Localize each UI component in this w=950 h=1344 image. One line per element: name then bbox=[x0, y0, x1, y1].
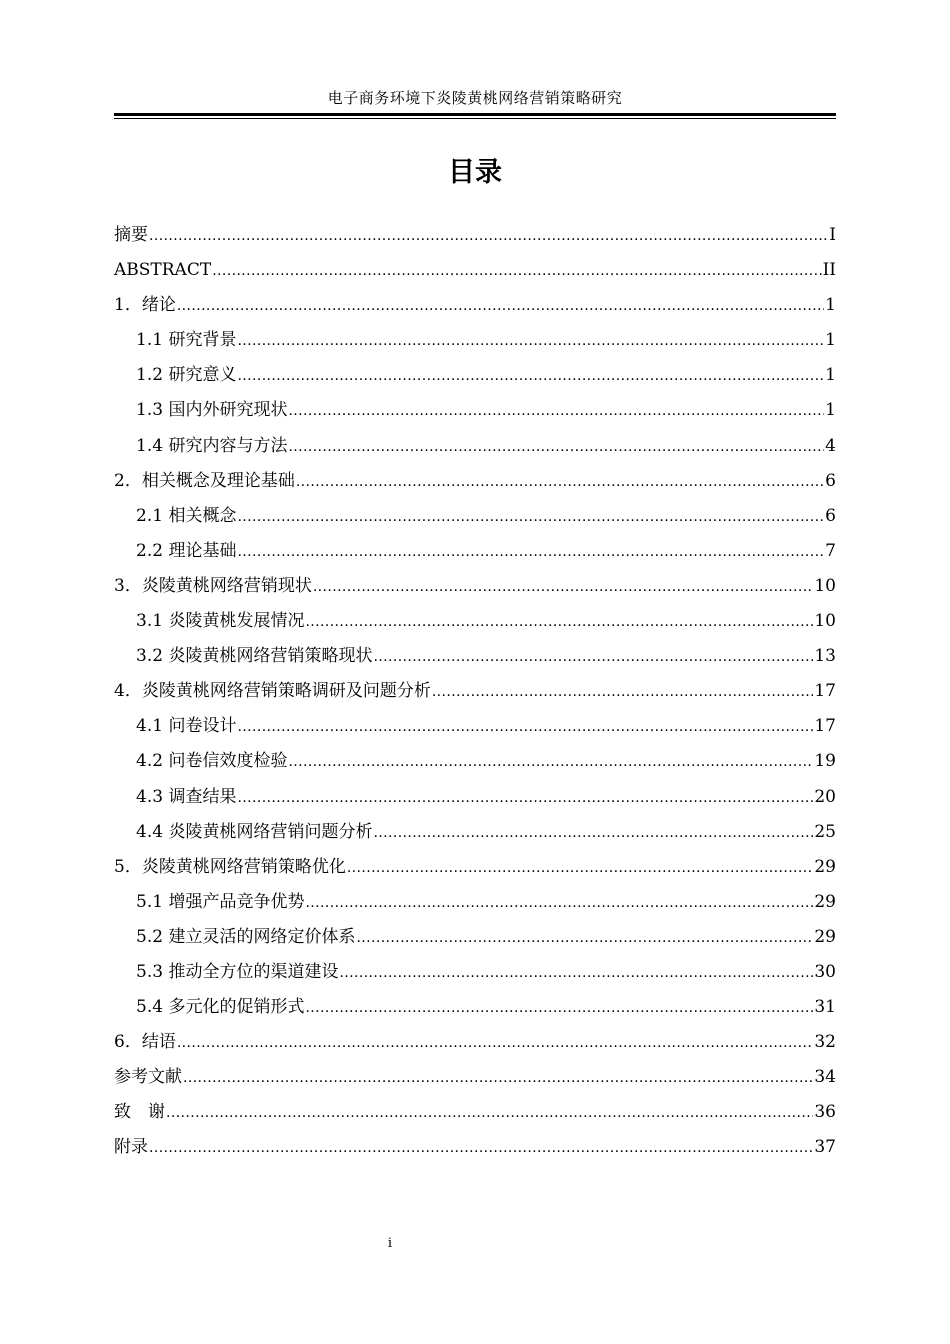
toc-entry-label: 5.2 建立灵活的网络定价体系 bbox=[136, 926, 356, 947]
toc-entry-label: 1.3 国内外研究现状 bbox=[136, 400, 288, 421]
toc-dot-leader bbox=[373, 816, 813, 851]
toc-entry-label: ABSTRACT bbox=[114, 260, 212, 281]
toc-entry-label: 5.4 多元化的促销形式 bbox=[136, 997, 305, 1018]
toc-entry[interactable] bbox=[114, 323, 836, 358]
toc-entry-page: 1 bbox=[825, 295, 836, 316]
toc-entry-page: 30 bbox=[814, 961, 836, 982]
toc-dot-leader bbox=[288, 430, 824, 465]
toc-entry[interactable] bbox=[114, 218, 836, 253]
toc-entry[interactable] bbox=[114, 744, 836, 779]
toc-entry-page: 7 bbox=[825, 540, 836, 561]
toc-entry-label: 6．结语 bbox=[114, 1032, 176, 1053]
toc-entry-page: 1 bbox=[825, 330, 836, 351]
toc-dot-leader bbox=[166, 1096, 813, 1131]
toc-entry[interactable] bbox=[114, 464, 836, 499]
toc-entry[interactable] bbox=[114, 499, 836, 534]
toc-dot-leader bbox=[432, 675, 814, 710]
toc-entry[interactable] bbox=[114, 604, 836, 639]
toc-dot-leader bbox=[212, 254, 821, 289]
toc-entry-label: 附录 bbox=[114, 1137, 148, 1158]
toc-entry-page: 13 bbox=[814, 646, 836, 667]
toc-entry-page: 6 bbox=[825, 505, 836, 526]
toc-entry-label: 1.1 研究背景 bbox=[136, 330, 237, 351]
toc-dot-leader bbox=[237, 535, 824, 570]
toc-entry-label: 3．炎陵黄桃网络营销现状 bbox=[114, 575, 312, 596]
toc-entry[interactable] bbox=[114, 393, 836, 428]
toc-entry-label: 5.3 推动全方位的渠道建设 bbox=[136, 961, 339, 982]
toc-entry-page: 36 bbox=[814, 1102, 836, 1123]
toc-entry[interactable] bbox=[114, 850, 836, 885]
toc-entry[interactable] bbox=[114, 569, 836, 604]
toc-dot-leader bbox=[237, 710, 813, 745]
toc-entry-page: 4 bbox=[825, 435, 836, 456]
header-rule-thick bbox=[114, 113, 836, 116]
toc-entry-page: 20 bbox=[814, 786, 836, 807]
toc-entry[interactable] bbox=[114, 288, 836, 323]
toc-dot-leader bbox=[296, 465, 824, 500]
toc-entry-label: 3.2 炎陵黄桃网络营销策略现状 bbox=[136, 646, 373, 667]
toc-entry[interactable] bbox=[114, 920, 836, 955]
toc-entry[interactable] bbox=[114, 429, 836, 464]
toc-dot-leader bbox=[149, 219, 828, 254]
toc-entry-page: 19 bbox=[814, 751, 836, 772]
toc-title: 目录 bbox=[448, 157, 502, 188]
toc-entry-label: 4.4 炎陵黄桃网络营销问题分析 bbox=[136, 821, 373, 842]
toc-entry-label: 参考文献 bbox=[114, 1067, 182, 1088]
toc-dot-leader bbox=[237, 359, 824, 394]
toc-dot-leader bbox=[313, 570, 814, 605]
table-of-contents bbox=[114, 218, 836, 1166]
toc-dot-leader bbox=[288, 394, 824, 429]
toc-entry[interactable] bbox=[114, 885, 836, 920]
toc-entry-page: 31 bbox=[814, 997, 836, 1018]
toc-entry[interactable] bbox=[114, 674, 836, 709]
toc-dot-leader bbox=[373, 640, 813, 675]
toc-dot-leader bbox=[183, 1061, 813, 1096]
toc-entry-page: 10 bbox=[814, 611, 836, 632]
toc-entry[interactable] bbox=[114, 1130, 836, 1165]
toc-dot-leader bbox=[237, 324, 824, 359]
toc-entry[interactable] bbox=[114, 780, 836, 815]
toc-entry[interactable] bbox=[114, 815, 836, 850]
toc-entry[interactable] bbox=[114, 709, 836, 744]
toc-entry-label: 4.1 问卷设计 bbox=[136, 716, 237, 737]
toc-dot-leader bbox=[149, 1131, 813, 1166]
toc-entry-label: 致 谢 bbox=[114, 1102, 165, 1123]
toc-entry-label: 2．相关概念及理论基础 bbox=[114, 470, 295, 491]
toc-dot-leader bbox=[237, 781, 813, 816]
toc-entry-page: 1 bbox=[825, 400, 836, 421]
toc-entry-label: 1.4 研究内容与方法 bbox=[136, 435, 288, 456]
toc-entry-label: 3.1 炎陵黄桃发展情况 bbox=[136, 611, 305, 632]
toc-entry-page: 17 bbox=[814, 716, 836, 737]
toc-entry-page: 1 bbox=[825, 365, 836, 386]
toc-dot-leader bbox=[288, 745, 813, 780]
toc-entry[interactable] bbox=[114, 1025, 836, 1060]
toc-entry-page: 34 bbox=[814, 1067, 836, 1088]
toc-dot-leader bbox=[339, 956, 813, 991]
page-number: i bbox=[387, 1236, 393, 1251]
toc-entry[interactable] bbox=[114, 639, 836, 674]
running-header: 电子商务环境下炎陵黄桃网络营销策略研究 bbox=[327, 89, 623, 107]
toc-entry-label: 4．炎陵黄桃网络营销策略调研及问题分析 bbox=[114, 681, 431, 702]
toc-entry-page: I bbox=[829, 225, 836, 245]
toc-entry[interactable] bbox=[114, 534, 836, 569]
toc-entry-label: 1．绪论 bbox=[114, 295, 176, 316]
toc-entry-page: 10 bbox=[814, 575, 836, 596]
toc-entry[interactable] bbox=[114, 253, 836, 288]
toc-entry-label: 5．炎陵黄桃网络营销策略优化 bbox=[114, 856, 346, 877]
toc-entry-label: 4.3 调查结果 bbox=[136, 786, 237, 807]
toc-dot-leader bbox=[305, 991, 813, 1026]
toc-entry[interactable] bbox=[114, 1060, 836, 1095]
header-rule-thin bbox=[114, 118, 836, 119]
toc-dot-leader bbox=[305, 886, 813, 921]
toc-dot-leader bbox=[237, 500, 824, 535]
toc-entry[interactable] bbox=[114, 955, 836, 990]
toc-entry[interactable] bbox=[114, 990, 836, 1025]
toc-dot-leader bbox=[177, 1026, 814, 1061]
toc-entry-page: 25 bbox=[814, 821, 836, 842]
toc-entry-page: 6 bbox=[825, 470, 836, 491]
toc-entry-page: 29 bbox=[814, 856, 836, 877]
toc-entry-label: 4.2 问卷信效度检验 bbox=[136, 751, 288, 772]
toc-entry-label: 1.2 研究意义 bbox=[136, 365, 237, 386]
toc-entry-page: 17 bbox=[814, 681, 836, 702]
toc-dot-leader bbox=[177, 289, 824, 324]
toc-entry[interactable] bbox=[114, 1095, 836, 1130]
toc-entry-page: 32 bbox=[814, 1032, 836, 1053]
toc-dot-leader bbox=[347, 851, 814, 886]
toc-entry-label: 2.2 理论基础 bbox=[136, 540, 237, 561]
toc-dot-leader bbox=[305, 605, 813, 640]
toc-entry-page: 29 bbox=[814, 926, 836, 947]
toc-entry-label: 摘要 bbox=[114, 225, 148, 245]
toc-entry[interactable] bbox=[114, 358, 836, 393]
toc-entry-label: 2.1 相关概念 bbox=[136, 505, 237, 526]
toc-entry-label: 5.1 增强产品竞争优势 bbox=[136, 891, 305, 912]
toc-entry-page: II bbox=[822, 260, 836, 281]
toc-dot-leader bbox=[356, 921, 813, 956]
toc-entry-page: 37 bbox=[814, 1137, 836, 1158]
toc-entry-page: 29 bbox=[814, 891, 836, 912]
